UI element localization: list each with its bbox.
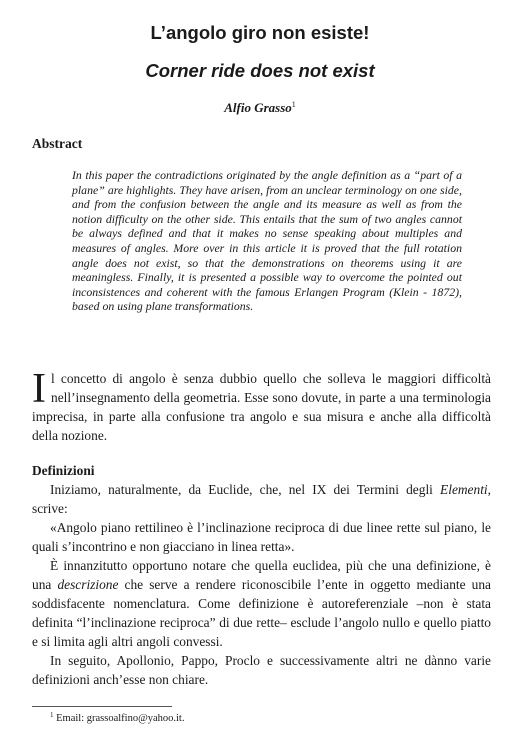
section-definizioni	[32, 461, 491, 689]
section-heading: Definizioni	[32, 463, 95, 478]
paper-title: L’angolo giro non esiste!	[150, 22, 370, 43]
euclid-quote: «Angolo piano rettilineo è l’inclinazione reciproca di due linee rette sul piano, le quali s’incontrino e non giacciano in linea retta».	[32, 520, 491, 554]
footnote-text: Email: grassoalfino@yahoo.it.	[56, 713, 185, 724]
drop-cap: I	[32, 366, 46, 412]
intro-paragraph	[32, 366, 491, 445]
author-name: Alfio Grasso	[224, 100, 292, 115]
footnote-mark: 1	[50, 711, 54, 719]
intro-text: l concetto di angolo è senza dubbio quello che solleva le maggiori difficoltà nell’insegnamento della geometria. Esse sono dovute, in parte a una terminologia imprecisa, in parte alla confusione tra angolo e sua misura e anche alla difficoltà della nozione.	[32, 371, 491, 443]
footnote	[50, 711, 184, 724]
paragraph-description-start: È innanzitutto opportuno notare che quella euclidea, più che una definizione, è una	[32, 558, 491, 592]
abstract-heading: Abstract	[32, 136, 83, 151]
abstract-text: In this paper the contradictions originated by the angle definition as a “part of a plane” are highlights. They have arisen, from an unclear terminology on one side, and from the confusion between the angle and its measure as well as from the notion difficulty on the other side. This entails that the sum of two angles cannot be always defined and that it makes no sense speaking about multiples and measures of angles. More over in this article it is proved that the full rotation angle does not exist, so that the demonstrations on theorems using it are meaningless. Finally, it is presented a possible way to overcome the pointed out inconsistences and coherent with the famous Erlangen Program (Klein - 1872), based on using plane transformations.	[72, 168, 462, 314]
abstract-body	[72, 168, 462, 314]
paragraph-description-end: che serve a rendere riconoscibile l’ente in oggetto mediante una soddisfacente nomenclatura. Come definizione è autoreferenziale –non è stata definita “l’inclinazione reciproca” di due rette– esclude l’angolo nullo e quello piatto e si limita agli altri angoli convessi.	[32, 577, 491, 649]
paragraph-euclid-end: , scrive:	[32, 482, 491, 516]
footnote-divider	[32, 706, 172, 707]
paper-subtitle: Corner ride does not exist	[145, 60, 375, 81]
paragraph-description	[32, 556, 491, 651]
paragraph-euclid-text: Iniziamo, naturalmente, da Euclide, che, nel IX dei Termini degli	[50, 482, 441, 497]
author-footnote-mark[interactable]: 1	[291, 100, 296, 109]
descrizione-term: descrizione	[57, 577, 119, 592]
elementi-title: Elementi	[440, 482, 488, 497]
paragraph-later-authors: In seguito, Apollonio, Pappo, Proclo e successivamente altri ne dànno varie definizioni anch’esse non chiare.	[32, 653, 491, 687]
author-line	[0, 100, 520, 116]
paragraph-euclid	[32, 480, 491, 518]
